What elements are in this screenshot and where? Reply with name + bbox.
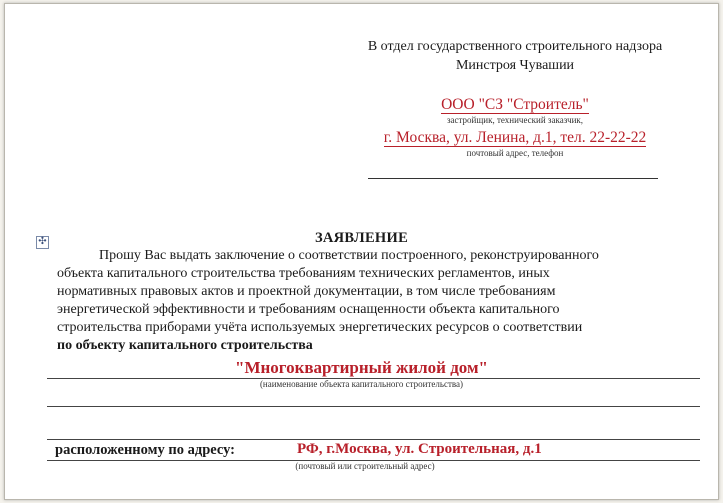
body-line: строительства приборами учёта используемых энергетических ресурсов о соответствии: [57, 320, 583, 335]
body-line: объекта капитального строительства требованиям технических регламентов, иных: [57, 266, 550, 281]
applicant-name-hint: застройщик, технический заказчик,: [446, 115, 584, 125]
document-page: [4, 3, 719, 500]
body-line: Прошу Вас выдать заключение о соответствии построенного, реконструированного: [99, 248, 599, 263]
object-label: по объекту капитального строительства: [57, 338, 313, 353]
signature-blank-line: [368, 178, 658, 179]
body-line: энергетической эффективности и требованиям оснащенности объекта капитального: [57, 302, 560, 317]
applicant-address: г. Москва, ул. Ленина, д.1, тел. 22-22-22: [383, 129, 647, 146]
applicant-address-hint: почтовый адрес, телефон: [466, 148, 564, 158]
object-address-hint: (почтовый или строительный адрес): [295, 461, 435, 471]
object-name-hint: (наименование объекта капитального строительства): [259, 379, 464, 389]
applicant-address-field[interactable]: [350, 129, 680, 147]
body-line: нормативных правовых актов и проектной документации, в том числе требованиям: [57, 284, 556, 299]
applicant-name: ООО "СЗ "Строитель": [441, 96, 589, 113]
object-name-field[interactable]: "Многоквартирный жилой дом": [235, 358, 488, 377]
document-body: [57, 247, 697, 355]
object-address-field[interactable]: РФ, г.Москва, ул. Строительная, д.1: [297, 441, 542, 457]
blank-line: [47, 439, 700, 440]
document-title: ЗАЯВЛЕНИЕ: [314, 230, 409, 246]
blank-line: [47, 406, 700, 407]
move-handle-icon[interactable]: ✣: [36, 236, 49, 249]
recipient-line-2: Минстроя Чувашии: [455, 58, 575, 73]
applicant-name-field[interactable]: [365, 96, 665, 114]
recipient-line-1: В отдел государственного строительного надзора: [367, 39, 663, 54]
address-label: расположенному по адресу:: [55, 442, 236, 458]
